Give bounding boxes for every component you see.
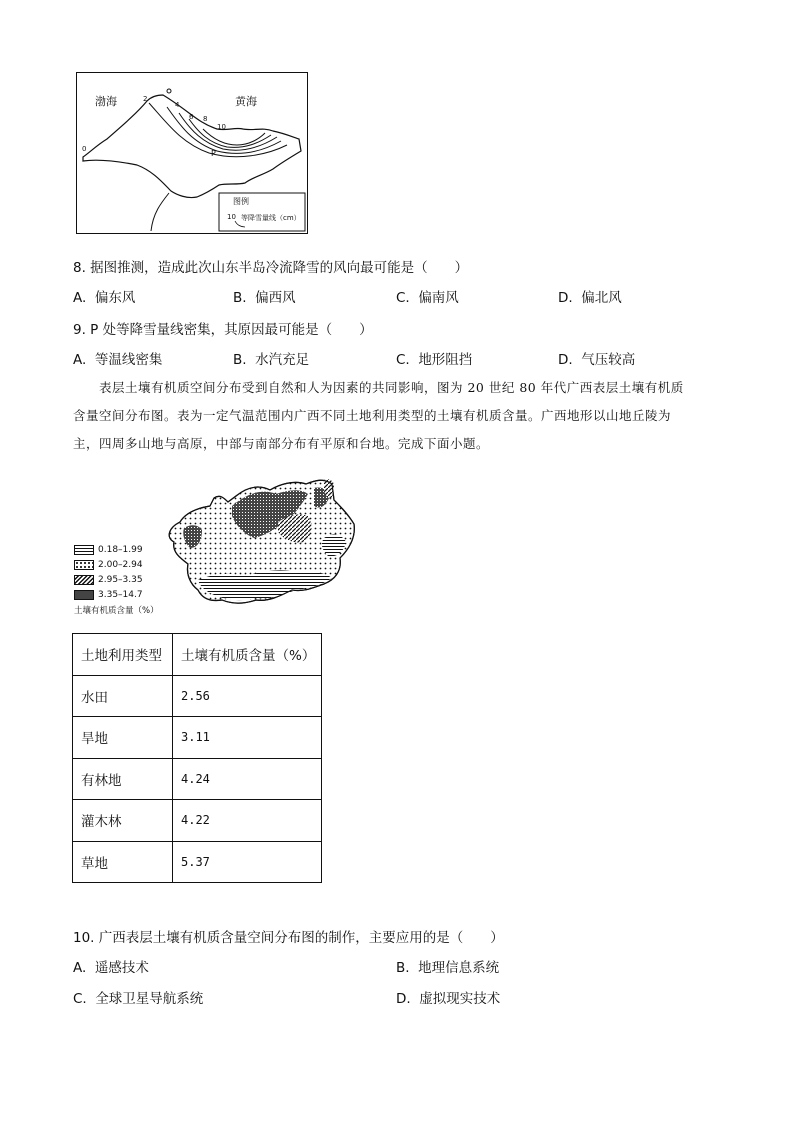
guangxi-soil-map-drawing (128, 476, 360, 612)
table-cell-type: 有林地 (73, 758, 173, 800)
option-text: 等温线密集 (94, 352, 163, 368)
passage (73, 374, 723, 458)
option-key: A. (73, 290, 87, 306)
table-cell-type: 灌木林 (73, 800, 173, 842)
option-text: 偏北风 (581, 290, 622, 306)
option-text: 全球卫星导航系统 (95, 991, 204, 1007)
option-text: 气压较高 (581, 352, 636, 368)
passage-line-1: 表层土壤有机质空间分布受到自然和人为因素的共同影响，图为 20 世纪 80 年代广西表层土壤有机质 (99, 380, 684, 395)
option-key: A. (73, 960, 87, 976)
option-key: A. (73, 352, 87, 368)
q9-option-a[interactable] (73, 348, 162, 368)
legend-swatch-horizontal (74, 545, 94, 555)
legend-item-1 (74, 542, 159, 557)
contour-label-6: 6 (189, 113, 194, 121)
option-text: 偏南风 (418, 290, 459, 306)
snowfall-map (76, 72, 308, 234)
passage-line-2: 含量空间分布图。表为一定气温范围内广西不同土地利用类型的土壤有机质含量。广西地形以山地丘陵为 (73, 408, 672, 423)
huanghai-label: 黄海 (235, 95, 257, 108)
table-cell-value: 3.11 (173, 717, 322, 759)
map1-legend-number: 10 (227, 213, 236, 221)
legend-label: 2.95–3.35 (98, 574, 143, 585)
q10-option-d[interactable] (396, 987, 500, 1007)
option-key: B. (233, 352, 247, 368)
option-key: D. (558, 290, 573, 306)
contour-label-10: 10 (217, 123, 226, 131)
legend-title: 土壤有机质含量（%） (74, 605, 159, 616)
map1-legend-title: 图例 (233, 197, 249, 206)
soil-map-legend (74, 542, 159, 617)
map1-legend-label: 等降雪量线（cm） (241, 214, 301, 222)
legend-swatch-dense (74, 590, 94, 600)
contour-label-4: 4 (175, 101, 180, 109)
legend-swatch-diagonal (74, 575, 94, 585)
question-8-stem: 8. 据图推测，造成此次山东半岛冷流降雪的风向最可能是（ ） (73, 260, 469, 276)
q9-option-d[interactable] (558, 348, 635, 368)
option-key: C. (396, 352, 410, 368)
legend-swatch-dots (74, 560, 94, 570)
option-key: C. (73, 991, 87, 1007)
table-cell-type: 草地 (73, 841, 173, 883)
contour-label-8: 8 (203, 115, 208, 123)
option-text: 水汽充足 (255, 352, 310, 368)
table-row (73, 841, 322, 883)
table-row (73, 675, 322, 717)
table-cell-value: 2.56 (173, 675, 322, 717)
land-use-table (72, 633, 322, 883)
q8-option-a[interactable] (73, 286, 135, 306)
q9-option-b[interactable] (233, 348, 309, 368)
table-row (73, 717, 322, 759)
table-row (73, 800, 322, 842)
option-text: 地理信息系统 (418, 960, 500, 976)
option-text: 偏东风 (94, 290, 136, 306)
legend-label: 3.35–14.7 (98, 589, 143, 600)
q10-option-c[interactable] (73, 987, 203, 1007)
passage-line-3: 主，四周多山地与高原，中部与南部分布有平原和台地。完成下面小题。 (73, 436, 490, 451)
table-row (73, 758, 322, 800)
option-key: C. (396, 290, 410, 306)
q10-option-b[interactable] (396, 956, 499, 976)
q8-option-c[interactable] (396, 286, 459, 306)
option-text: 虚拟现实技术 (419, 991, 501, 1007)
point-p-label: P (211, 149, 216, 158)
legend-item-4 (74, 587, 159, 602)
option-text: 偏西风 (255, 290, 296, 306)
table-header-cell: 土地利用类型 (73, 634, 173, 676)
table-cell-value: 5.37 (173, 841, 322, 883)
option-key: D. (558, 352, 573, 368)
q10-option-a[interactable] (73, 956, 149, 976)
contour-label-0: 0 (82, 145, 87, 153)
legend-label: 0.18–1.99 (98, 544, 143, 555)
question-9-stem: 9. P 处等降雪量线密集，其原因最可能是（ ） (73, 322, 373, 338)
table-header-row (73, 634, 322, 676)
table-header-cell: 土壤有机质含量（%） (173, 634, 322, 676)
legend-item-2 (74, 557, 159, 572)
option-text: 地形阻挡 (418, 352, 473, 368)
table-cell-value: 4.24 (173, 758, 322, 800)
q9-option-c[interactable] (396, 348, 472, 368)
legend-label: 2.00–2.94 (98, 559, 143, 570)
table-cell-type: 水田 (73, 675, 173, 717)
guangxi-soil-map (128, 476, 360, 612)
option-key: B. (233, 290, 247, 306)
contour-label-2: 2 (143, 95, 148, 103)
option-key: D. (396, 991, 411, 1007)
legend-item-3 (74, 572, 159, 587)
question-10-stem: 10. 广西表层土壤有机质含量空间分布图的制作，主要应用的是（ ） (73, 930, 504, 946)
option-text: 遥感技术 (94, 960, 149, 976)
q8-option-d[interactable] (558, 286, 622, 306)
table-cell-type: 旱地 (73, 717, 173, 759)
option-key: B. (396, 960, 410, 976)
table-cell-value: 4.22 (173, 800, 322, 842)
bohai-label: 渤海 (95, 95, 117, 108)
q8-option-b[interactable] (233, 286, 296, 306)
